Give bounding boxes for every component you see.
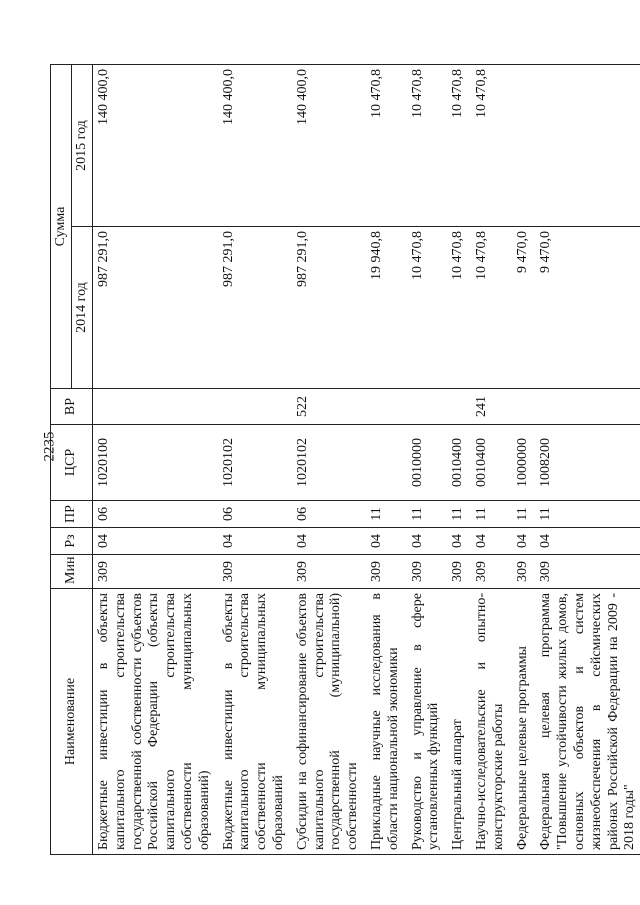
cell-pr: 06	[218, 501, 292, 528]
cell-2014: 987 291,0	[93, 227, 218, 389]
cell-vr	[93, 389, 218, 425]
cell-2014: 987 291,0	[218, 227, 292, 389]
table-row	[447, 65, 471, 855]
header-vr: ВР	[51, 389, 93, 425]
cell-name: Центральный аппарат	[447, 589, 471, 855]
cell-2015	[535, 65, 640, 227]
cell-csr: 0010400	[471, 425, 512, 501]
cell-rz: 04	[407, 528, 448, 555]
cell-2015	[512, 65, 536, 227]
cell-vr	[366, 389, 407, 425]
cell-csr: 1020102	[292, 425, 366, 501]
cell-rz: 04	[512, 528, 536, 555]
cell-name: Прикладные научные исследования в области национальной экономики	[366, 589, 407, 855]
header-pr: ПР	[51, 501, 93, 528]
cell-rz: 04	[218, 528, 292, 555]
cell-min: 309	[366, 555, 407, 589]
cell-2015: 140 400,0	[218, 65, 292, 227]
cell-vr	[512, 389, 536, 425]
cell-csr: 1020102	[218, 425, 292, 501]
cell-name: Руководство и управление в сфере установленных функций	[407, 589, 448, 855]
table-body	[93, 65, 640, 855]
cell-2014: 10 470,8	[471, 227, 512, 389]
cell-csr: 0010000	[407, 425, 448, 501]
cell-pr: 06	[93, 501, 218, 528]
cell-rz: 04	[535, 528, 640, 555]
cell-min: 309	[447, 555, 471, 589]
cell-vr	[407, 389, 448, 425]
cell-2015: 140 400,0	[292, 65, 366, 227]
table-row	[535, 65, 640, 855]
cell-csr: 1008200	[535, 425, 640, 501]
cell-2014: 9 470,0	[535, 227, 640, 389]
header-name: Наименование	[51, 589, 93, 855]
table-row	[93, 65, 218, 855]
cell-2014: 10 470,8	[407, 227, 448, 389]
cell-name: Научно-исследовательские и опытно-конструкторские работы	[471, 589, 512, 855]
cell-vr	[218, 389, 292, 425]
cell-name: Бюджетные инвестиции в объекты капитального строительства собственности муниципальных образований	[218, 589, 292, 855]
cell-min: 309	[93, 555, 218, 589]
header-rz: Рз	[51, 528, 93, 555]
header-sum: Сумма	[51, 65, 72, 389]
cell-2015: 10 470,8	[366, 65, 407, 227]
cell-pr: 11	[447, 501, 471, 528]
cell-csr: 1000000	[512, 425, 536, 501]
cell-rz: 04	[471, 528, 512, 555]
cell-vr: 241	[471, 389, 512, 425]
table-row	[407, 65, 448, 855]
table-row	[471, 65, 512, 855]
table-row	[218, 65, 292, 855]
cell-min: 309	[407, 555, 448, 589]
cell-2015: 10 470,8	[447, 65, 471, 227]
cell-csr	[366, 425, 407, 501]
cell-rz: 04	[366, 528, 407, 555]
cell-pr: 11	[407, 501, 448, 528]
cell-min: 309	[471, 555, 512, 589]
cell-2014: 987 291,0	[292, 227, 366, 389]
budget-table	[50, 64, 640, 855]
cell-pr: 11	[366, 501, 407, 528]
cell-rz: 04	[292, 528, 366, 555]
cell-name: Федеральная целевая программа "Повышение устойчивости жилых домов, основных объектов и систем жизнеобеспечения в сейсмических районах Российской Федерации на 2009 - 2018 годы"	[535, 589, 640, 855]
page-number: 2235	[41, 431, 58, 462]
cell-2014: 10 470,8	[447, 227, 471, 389]
cell-min: 309	[512, 555, 536, 589]
cell-2015: 10 470,8	[471, 65, 512, 227]
cell-rz: 04	[447, 528, 471, 555]
cell-2014: 9 470,0	[512, 227, 536, 389]
cell-pr: 11	[535, 501, 640, 528]
cell-pr: 11	[471, 501, 512, 528]
cell-rz: 04	[93, 528, 218, 555]
cell-pr: 11	[512, 501, 536, 528]
cell-vr: 522	[292, 389, 366, 425]
header-year-2014: 2014 год	[72, 227, 93, 389]
cell-min: 309	[292, 555, 366, 589]
table-row	[512, 65, 536, 855]
cell-name: Федеральные целевые программы	[512, 589, 536, 855]
cell-vr	[447, 389, 471, 425]
cell-min: 309	[218, 555, 292, 589]
cell-min: 309	[535, 555, 640, 589]
cell-pr: 06	[292, 501, 366, 528]
cell-csr: 0010400	[447, 425, 471, 501]
cell-2014: 19 940,8	[366, 227, 407, 389]
cell-vr	[535, 389, 640, 425]
header-year-2015: 2015 год	[72, 65, 93, 227]
cell-2015: 10 470,8	[407, 65, 448, 227]
cell-name: Бюджетные инвестиции в объекты капитального строительства государственной собственности субъектов Российской Федерации (объекты капитального строительства собственности муниципальных образований)	[93, 589, 218, 855]
cell-2015: 140 400,0	[93, 65, 218, 227]
table-row	[292, 65, 366, 855]
header-csr: ЦСР	[51, 425, 93, 501]
header-min: Мин	[51, 555, 93, 589]
cell-name: Субсидии на софинансирование объектов капитального строительства государственной (муниципальной) собственности	[292, 589, 366, 855]
cell-csr: 1020100	[93, 425, 218, 501]
rotated-page	[50, 65, 640, 855]
table-row	[366, 65, 407, 855]
